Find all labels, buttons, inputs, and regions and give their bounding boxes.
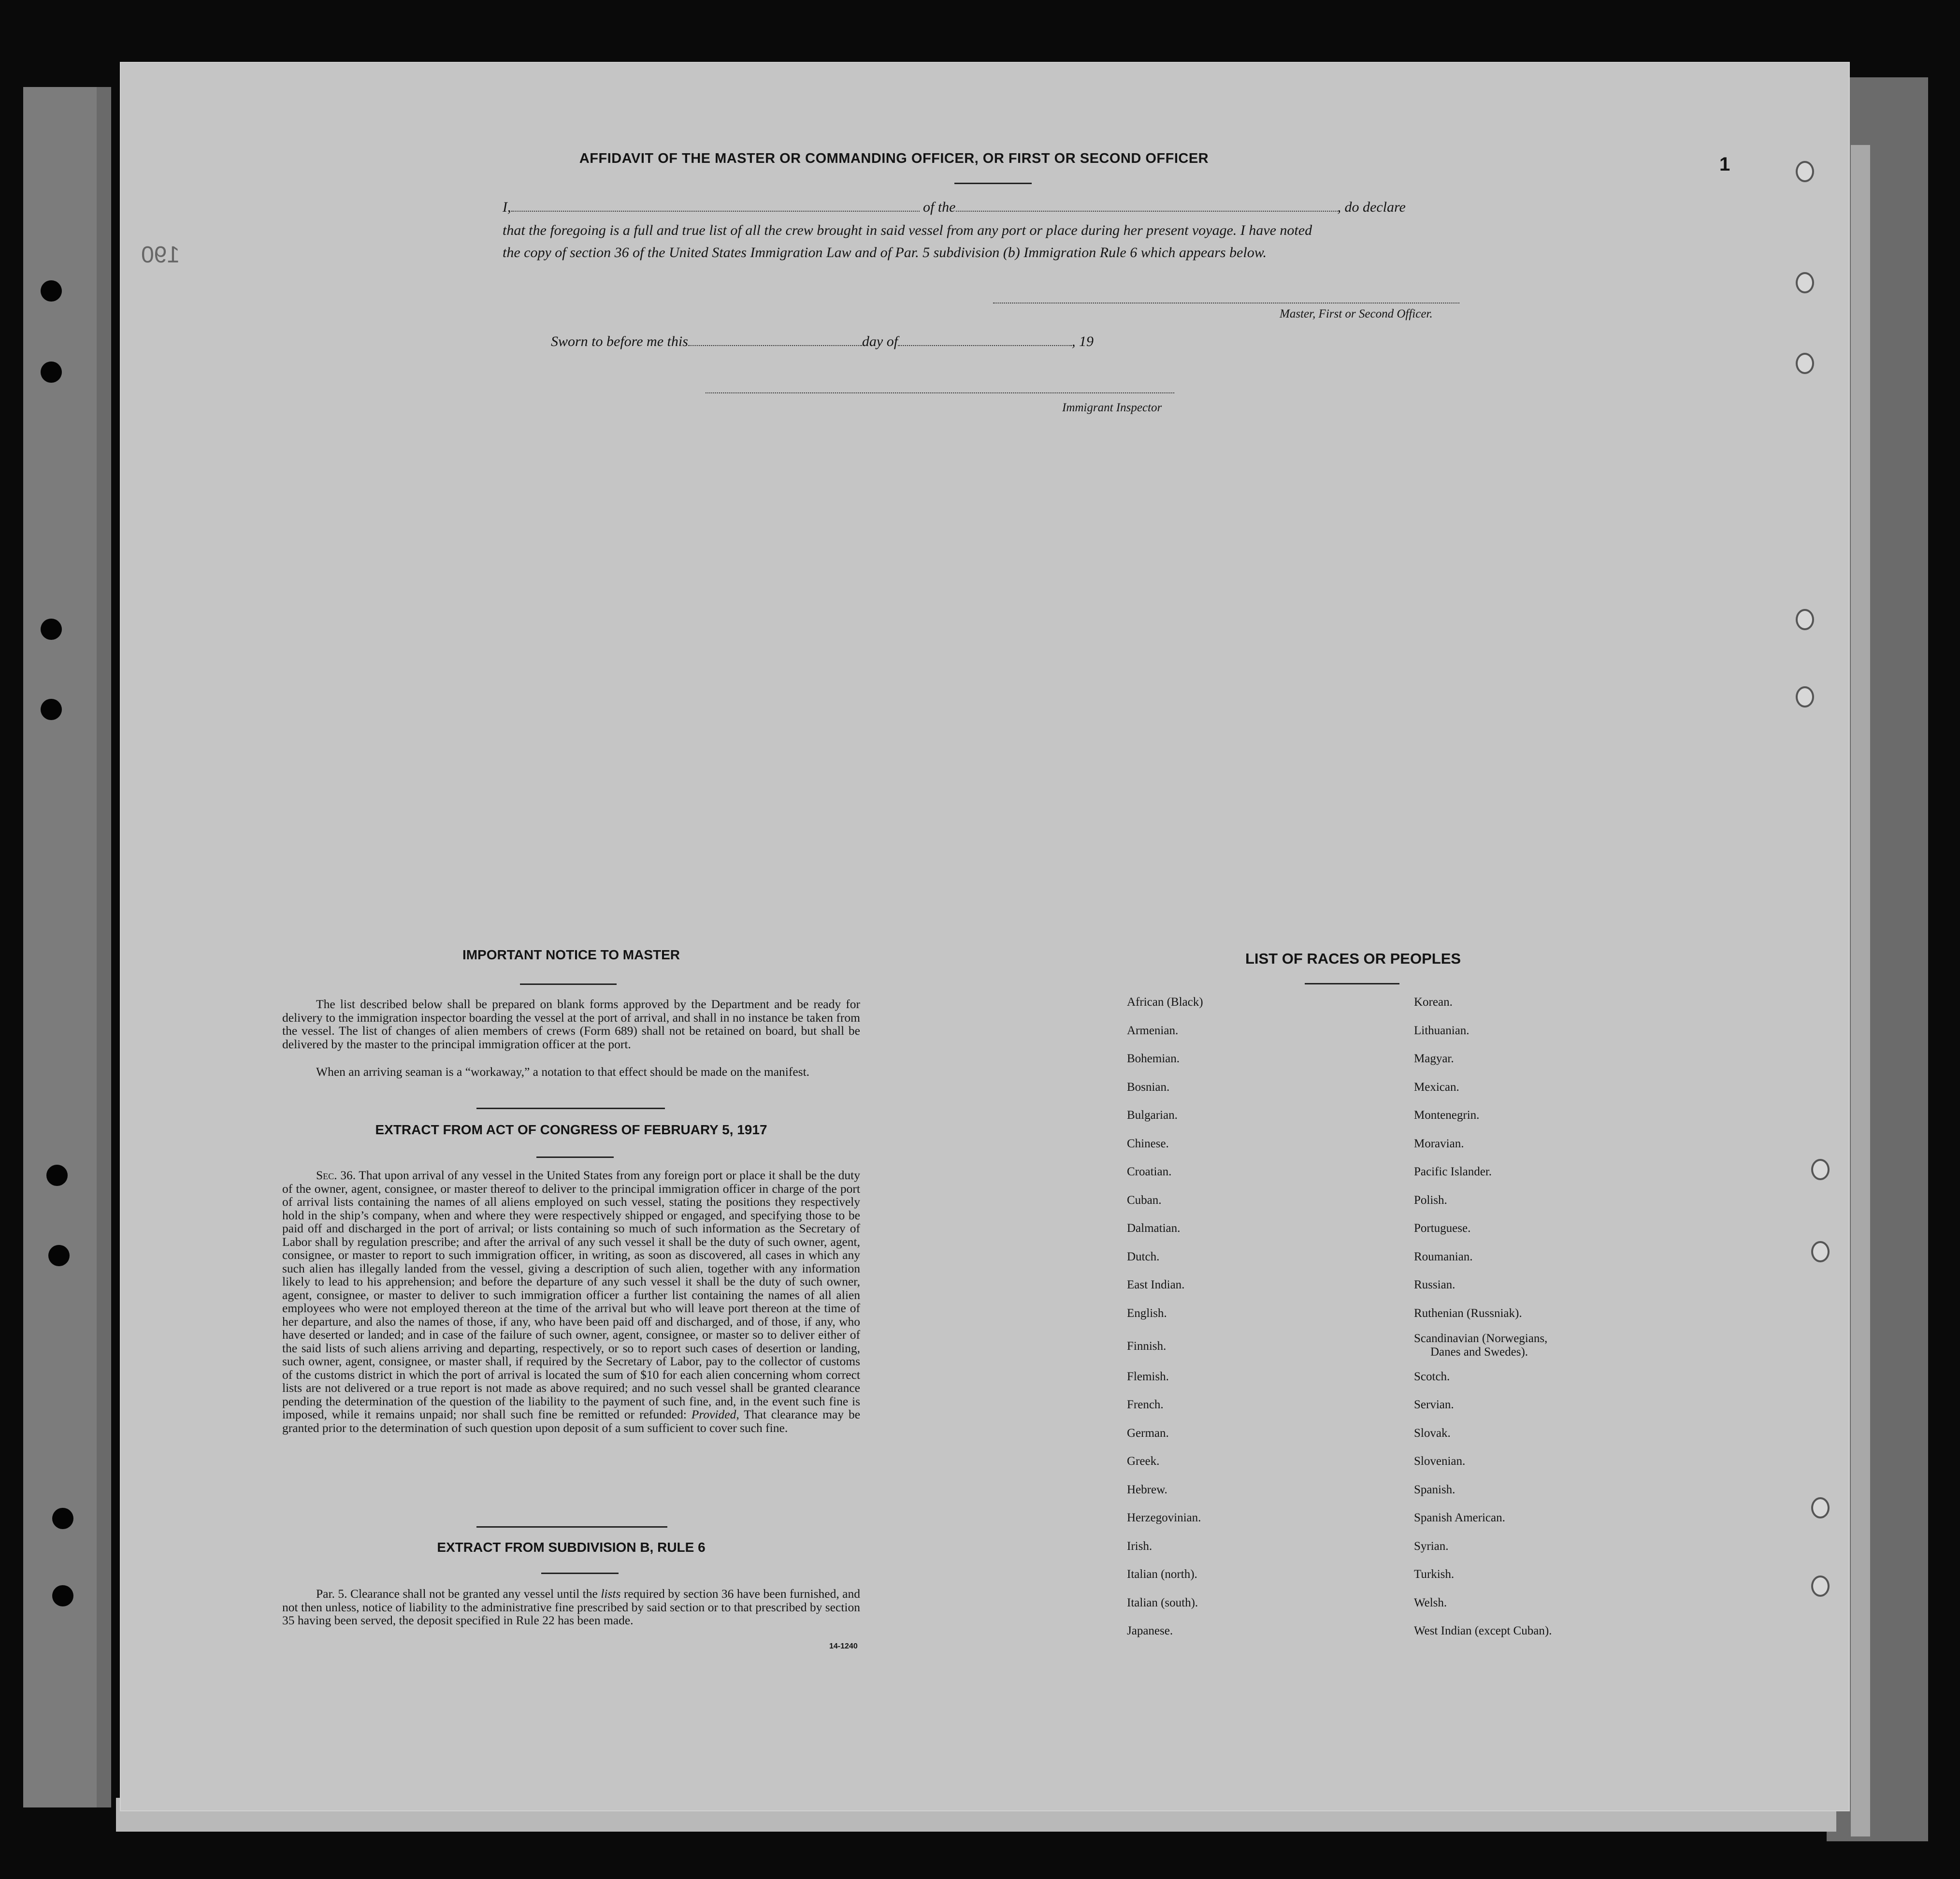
affidavit-of-the-label: of the xyxy=(923,199,956,215)
sworn-day-of: day of xyxy=(862,333,898,349)
race-item: Dutch. xyxy=(1127,1250,1160,1263)
form-number: 14-1240 xyxy=(829,1642,858,1650)
divider xyxy=(476,1526,667,1528)
master-signature-caption: Master, First or Second Officer. xyxy=(1280,307,1433,320)
race-item: German. xyxy=(1127,1426,1169,1440)
races-title: LIST OF RACES OR PEOPLES xyxy=(1245,950,1461,967)
divider xyxy=(476,1108,665,1109)
race-item: Polish. xyxy=(1414,1193,1447,1207)
affidavit-line-3: the copy of section 36 of the United States Immigration Law and of Par. 5 subdivision (b) Immigration Rule 6 which appears below. xyxy=(503,245,1267,260)
rule-title: EXTRACT FROM SUBDIVISION B, RULE 6 xyxy=(437,1540,706,1555)
race-item: Korean. xyxy=(1414,996,1453,1009)
race-item: Finnish. xyxy=(1127,1340,1167,1353)
divider xyxy=(954,183,1032,184)
punch-hole xyxy=(1811,1159,1830,1180)
sworn-year: , 19 xyxy=(1072,333,1094,349)
race-item: Mexican. xyxy=(1414,1080,1459,1094)
affidavit-title: AFFIDAVIT OF THE MASTER OR COMMANDING OFFICER, OR FIRST OR SECOND OFFICER xyxy=(579,151,1209,166)
rule-text-a: Par. 5. Clearance shall not be granted any vessel until the xyxy=(316,1587,598,1601)
notice-text-2: When an arriving seaman is a “workaway,” a notation to that effect should be made on the manifest. xyxy=(316,1065,810,1079)
binder-left-strip xyxy=(97,87,111,1807)
notice-title: IMPORTANT NOTICE TO MASTER xyxy=(462,947,680,962)
race-item-continuation: Danes and Swedes). xyxy=(1430,1345,1528,1359)
act-section-36 xyxy=(282,1169,860,1434)
race-item: Croatian. xyxy=(1127,1165,1172,1178)
master-signature-line[interactable] xyxy=(993,303,1459,304)
race-item: Spanish American. xyxy=(1414,1511,1505,1524)
punch-hole xyxy=(1811,1241,1830,1262)
race-item: Pacific Islander. xyxy=(1414,1165,1492,1178)
race-item: Italian (south). xyxy=(1127,1596,1198,1609)
act-section-text: That upon arrival of any vessel in the United States from any foreign port or place it shall be the duty of the owner, agent, consignee, or master thereof to deliver to the principal immigration officer in charge of the port of arrival lists containing the names of all aliens employed on such vessel, stating the positions they respectively hold in the ship’s company, when and where they were respectively shipped or engaged, and specifying those to be paid off and discharged in the port of arrival; or lists containing so much of such information as the Secretary of Labor shall by regulation prescribe; and after the arrival of any such vessel it shall be the duty of such owner, agent, consignee, or master to report to such immigration officer, in writing, as soon as discovered, all cases in which any such alien has illegally landed from the vessel, giving a description of such alien, together with any information likely to lead to his apprehension; and before the departure of any such vessel it shall be the duty of such owner, agent, consignee, or master to deliver to such immigration officer a further list containing the names of all alien employees who were not employed thereon at the time of the arrival but who will leave port thereon at the time of her departure, and also the names of those, if any, who have been paid off and discharged, and of those, if any, who have deserted or landed; and in case of the failure of such owner, agent, consignee, or master so to deliver either of the said lists of such aliens arriving and departing, respectively, or so to report such cases of desertion or landing, such owner, agent, consignee, or master shall, if required by the Secretary of Labor, pay to the collector of customs of the customs district in which the port of arrival is located the sum of $10 for each alien concerning whom correct lists are not delivered or a true report is not made as above required; and no such vessel shall be granted clearance pending the determination of the question of the liability to the payment of such fine, and, in the event such fine is imposed, while it remains unpaid; nor shall such fine be remitted or refunded: xyxy=(282,1168,860,1421)
act-section-text-end: That clearance may be granted prior to the determination of such question upon deposit of a sum sufficient to cover such fine. xyxy=(282,1407,861,1435)
folio-number: 190 xyxy=(141,242,180,268)
binder-hole xyxy=(52,1508,73,1529)
race-item: Slovenian. xyxy=(1414,1455,1466,1468)
sworn-prefix: Sworn to before me this xyxy=(551,333,688,349)
notice-text-1: The list described below shall be prepared on blank forms approved by the Department and be ready for delivery to the immigration inspector boarding the vessel at the port of arrival, and shall in no instance be taken from the vessel. The list of changes of alien members of crews (Form 689) shall not be retained on board, but shall be delivered by the master to the principal immigration officer at the port. xyxy=(282,997,860,1051)
race-item: Chinese. xyxy=(1127,1137,1169,1150)
binder-hole xyxy=(41,361,62,383)
act-title: EXTRACT FROM ACT OF CONGRESS OF FEBRUARY 5, 1917 xyxy=(375,1122,767,1137)
binder-left xyxy=(23,87,105,1807)
sworn-day-field[interactable] xyxy=(688,335,862,346)
race-item: Flemish. xyxy=(1127,1370,1169,1383)
vessel-name-field[interactable] xyxy=(956,201,1338,212)
act-provided: Provided, xyxy=(691,1407,739,1421)
race-item: Syrian. xyxy=(1414,1539,1449,1553)
race-item: English. xyxy=(1127,1306,1167,1320)
inspector-signature-line[interactable] xyxy=(706,392,1174,393)
binder-hole xyxy=(52,1585,73,1606)
notice-paragraph-2 xyxy=(282,1065,860,1079)
race-item: Scotch. xyxy=(1414,1370,1450,1383)
race-item: West Indian (except Cuban). xyxy=(1414,1624,1552,1637)
affidavit-line-1 xyxy=(503,199,1406,216)
sworn-month-field[interactable] xyxy=(898,335,1072,346)
underlying-sheet-edge xyxy=(1851,145,1870,1836)
sworn-line xyxy=(551,333,1094,350)
race-item: Bulgarian. xyxy=(1127,1109,1178,1122)
race-item: Slovak. xyxy=(1414,1426,1451,1440)
divider xyxy=(520,983,617,985)
master-name-field[interactable] xyxy=(511,201,920,212)
race-item: Bohemian. xyxy=(1127,1052,1180,1065)
rule-lists-word: lists xyxy=(601,1587,621,1601)
punch-hole xyxy=(1796,161,1814,182)
binder-hole xyxy=(48,1245,70,1266)
affidavit-do-declare-label: , do declare xyxy=(1337,199,1406,215)
race-item: Lithuanian. xyxy=(1414,1024,1470,1037)
race-item: Herzegovinian. xyxy=(1127,1511,1201,1524)
divider xyxy=(541,1573,619,1574)
punch-hole xyxy=(1796,272,1814,293)
race-item: Moravian. xyxy=(1414,1137,1464,1150)
binder-hole xyxy=(41,619,62,640)
race-item: French. xyxy=(1127,1398,1164,1411)
race-item: Irish. xyxy=(1127,1539,1153,1553)
race-item: Cuban. xyxy=(1127,1193,1162,1207)
race-item: East Indian. xyxy=(1127,1278,1185,1291)
race-item: Hebrew. xyxy=(1127,1483,1167,1496)
race-item: Turkish. xyxy=(1414,1568,1455,1581)
race-item: African (Black) xyxy=(1127,996,1203,1009)
affidavit-line-2: that the foregoing is a full and true list of all the crew brought in said vessel from any port or place during her present voyage. I have noted xyxy=(503,222,1312,238)
divider xyxy=(1305,983,1399,984)
rule-text-b: required by section 36 have been furnished, and not then unless, notice of liability to the administrative fine prescribed by said section or to that prescribed by section 35 having been served, the deposit specified in Rule 22 has been made. xyxy=(282,1587,860,1627)
race-item: Bosnian. xyxy=(1127,1080,1170,1094)
race-item: Servian. xyxy=(1414,1398,1454,1411)
race-item: Portuguese. xyxy=(1414,1222,1471,1235)
punch-hole xyxy=(1811,1575,1830,1597)
rule-paragraph xyxy=(282,1587,860,1627)
race-item: Ruthenian (Russniak). xyxy=(1414,1306,1522,1320)
binder-hole xyxy=(41,699,62,720)
punch-hole xyxy=(1796,353,1814,374)
race-item: Italian (north). xyxy=(1127,1568,1197,1581)
race-item: Armenian. xyxy=(1127,1024,1179,1037)
race-item: Montenegrin. xyxy=(1414,1109,1480,1122)
binder-hole xyxy=(41,280,62,302)
race-item: Magyar. xyxy=(1414,1052,1454,1065)
page-number: 1 xyxy=(1719,154,1730,175)
divider xyxy=(536,1156,614,1158)
binder-hole xyxy=(46,1165,68,1186)
race-item: Greek. xyxy=(1127,1455,1160,1468)
notice-paragraph-1 xyxy=(282,997,860,1051)
act-section-label: Sec. 36. xyxy=(316,1168,356,1182)
inspector-signature-caption: Immigrant Inspector xyxy=(1062,401,1162,414)
punch-hole xyxy=(1811,1497,1830,1518)
race-item: Japanese. xyxy=(1127,1624,1173,1637)
race-item: Scandinavian (Norwegians, xyxy=(1414,1332,1548,1345)
race-item: Spanish. xyxy=(1414,1483,1456,1496)
race-item: Welsh. xyxy=(1414,1596,1447,1609)
punch-hole xyxy=(1796,686,1814,708)
punch-hole xyxy=(1796,609,1814,630)
race-item: Russian. xyxy=(1414,1278,1456,1291)
race-item: Roumanian. xyxy=(1414,1250,1473,1263)
affidavit-i-label: I, xyxy=(503,199,511,215)
race-item: Dalmatian. xyxy=(1127,1222,1181,1235)
